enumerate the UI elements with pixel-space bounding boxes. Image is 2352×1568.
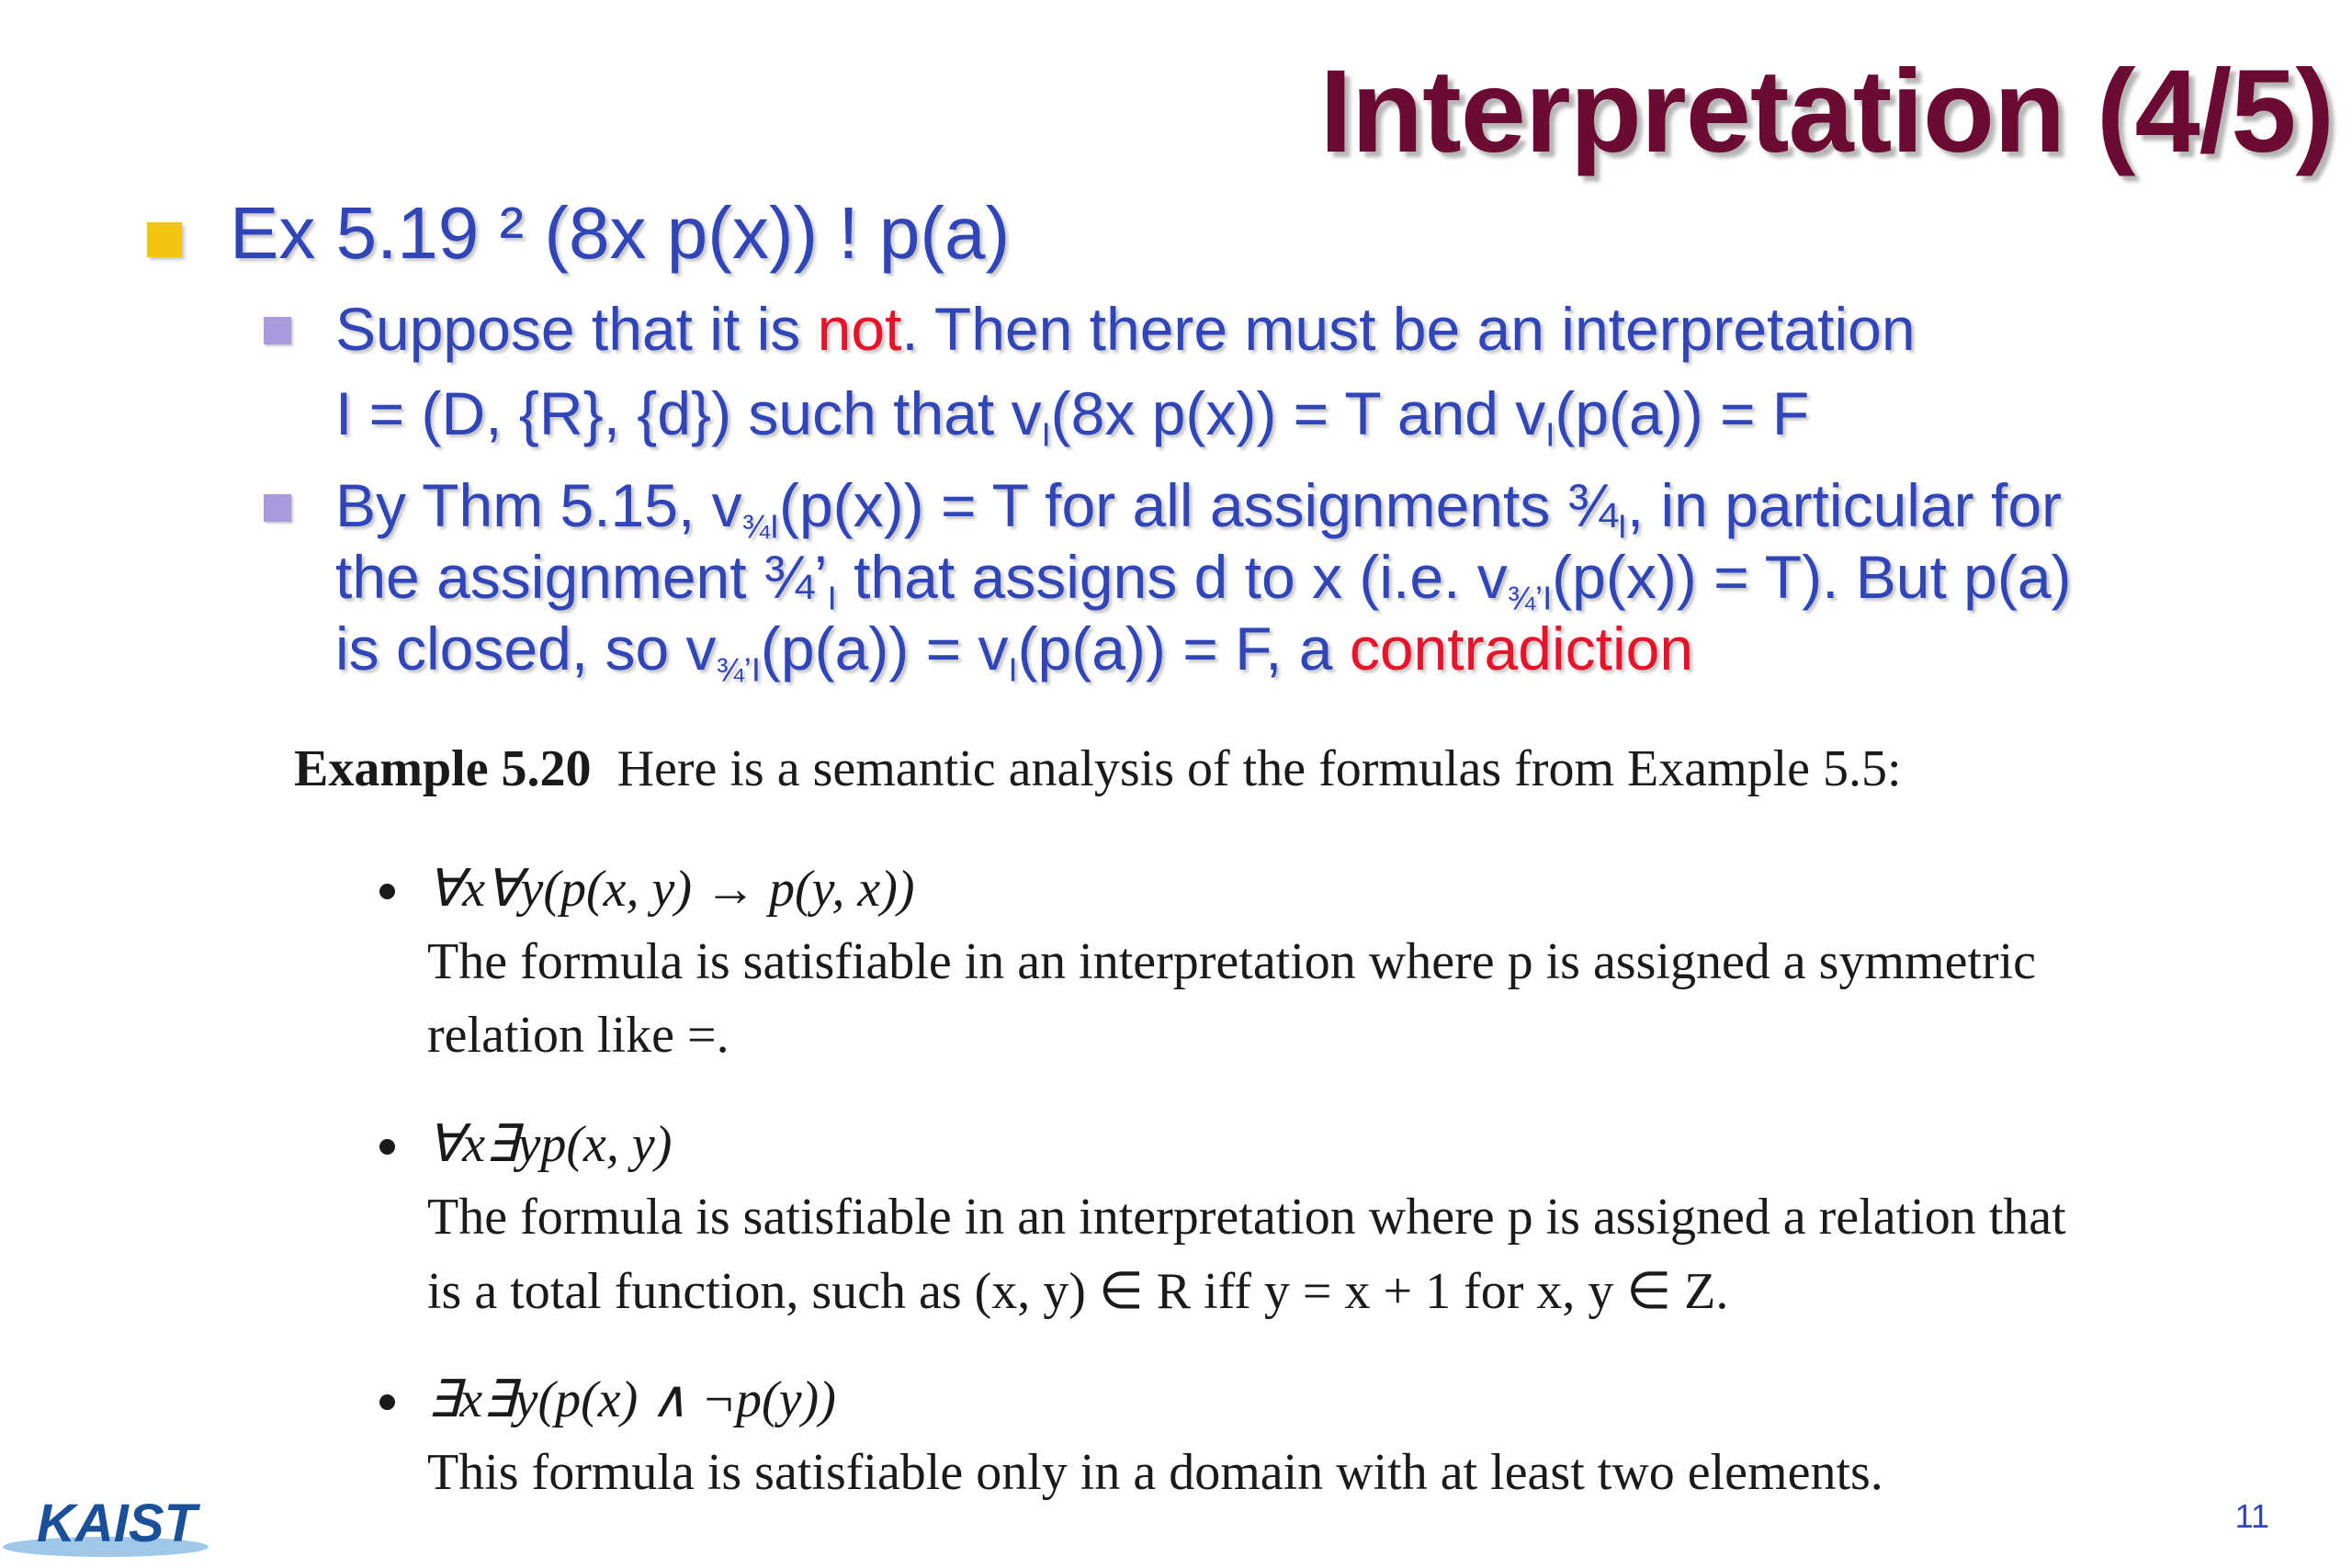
formula-2: ∀x∃yp(x, y) [427,1116,673,1173]
formula-3-text-line1: This formula is satisfiable only in a domain with at least two elements. [427,1444,1883,1501]
sub-bullet-square-icon [264,317,291,344]
sub-bullet-suppose-line1: Suppose that it is not. Then there must be an interpretation [335,295,1916,363]
slide-title: Interpretation (4/5) [1319,46,2334,177]
formula-2-text-line2: is a total function, such as (x, y) ∈ R iff y = x + 1 for x, y ∈ Z. [427,1263,1729,1320]
example-bullet-dot [379,1394,395,1410]
formula-1-text-line2: relation like =. [427,1007,729,1064]
bullet-square-icon [147,222,182,257]
sub-bullet-thm-line3: is closed, so $v_{\frac{3}{4}’I}(p(a)) = v_I(p(a)) = F$, a contradiction [335,615,1694,689]
page-number: 11 [2234,1497,2269,1535]
sub-bullet-suppose-line2: I = (D, {R}, {d}) such that $v_I(8x$ p(x)) = T and $v_I(p(a)) = F$ [335,379,1810,454]
emphasis-not: not [817,295,902,363]
formula-2-text-line1: The formula is satisfiable in an interpretation where p is assigned a relation that [427,1189,2066,1246]
example-bullet-dot [379,884,395,899]
formula-3: ∃x∃y(p(x) ∧ ¬p(y)) [427,1371,836,1428]
kaist-logo-text: KAIST [37,1494,197,1553]
sub-bullet-square-icon [264,494,291,522]
emphasis-contradiction: contradiction [1349,615,1694,682]
bullet-ex-5-19: Ex 5.19 ² (8x p(x)) ! p(a) [230,192,1011,274]
example-bullet-dot [379,1139,395,1155]
formula-1-text-line1: The formula is satisfiable in an interpretation where p is assigned a symmetric [427,933,2037,990]
kaist-logo [0,1479,220,1562]
formula-1: ∀x∀y(p(x, y) → p(y, x)) [427,861,915,918]
sub-bullet-thm-line2: the assignment $\frac{3}{4}’_I$ that assigns d to x (i.e. $v_{\frac{3}{4}’I}(p(x)) = T$). But p(a) [335,543,2072,617]
example-heading: Example 5.20 Here is a semantic analysis of the formulas from Example 5.5: [294,740,1902,797]
sub-bullet-thm-line1: By Thm 5.15, $v_{\frac{3}{4}I}(p(x)) = T$ for all assignments $\frac{3}{4}_I$, in particular for [335,471,2063,546]
